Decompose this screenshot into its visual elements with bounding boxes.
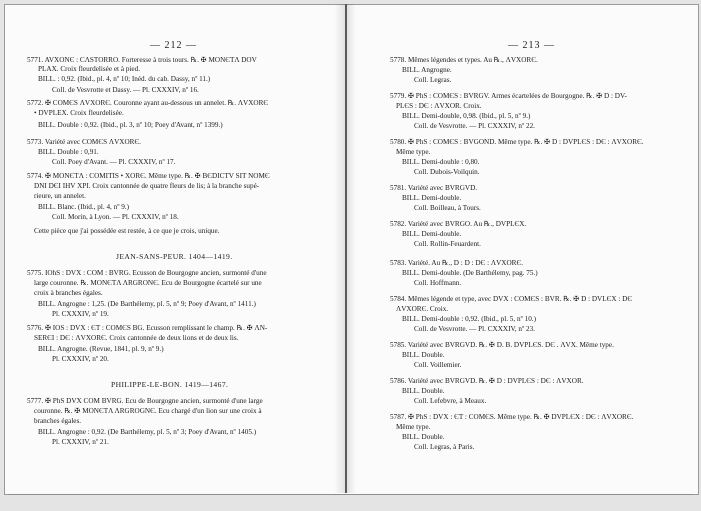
entry-5774-line: DNI DЄI IHV XPI. Croix cantonnée de quatre fleurs de lis; à la branche supé- (34, 182, 260, 190)
entry-5775-line: Pl. CXXXIV, nº 19. (52, 310, 109, 318)
entry-5771-line: BILL. : 0,92. (Ibid., pl. 4, nº 10; Inéd. du cab. Dassy, nº 11.) (38, 75, 211, 83)
entry-5780-line: Coll. Dubois-Voilquin. (414, 168, 480, 176)
left-page-number: — 212 — (150, 40, 197, 51)
entry-5782-line: Coll. Rollin-Feuardent. (414, 240, 481, 248)
entry-5774-line: BILL. Blanc. (Ibid., pl. 4, nº 9.) (38, 203, 130, 211)
entry-5787-line: Coll. Legras, à Paris. (414, 443, 475, 451)
entry-5777-line: 5777. ✠ PhS DVX COM BVRG. Ecu de Bourgogne ancien, surmonté d'une large (27, 397, 263, 405)
section-heading-jean-sans-peur: JEAN-SANS-PEUR. 1404—1419. (116, 252, 233, 261)
entry-5780-line: Même type. (396, 148, 431, 156)
entry-5778-line: Coll. Legras. (414, 76, 452, 84)
entry-5776-line: SERЄI : DЄ : ΛVXORЄ. Croix cantonnée de deux lions et de deux lis. (34, 334, 239, 342)
right-page-number: — 213 — (508, 40, 555, 51)
entry-5771-line: Coll. de Vesvrotte et Dassy. — Pl. CXXXIV, nº 16. (52, 86, 199, 94)
entry-5784-line: Coll. de Vesvrotte. — Pl. CXXXIV, nº 23. (414, 325, 535, 333)
entry-5780-line: BILL. Demi-double : 0,80. (402, 158, 480, 166)
entry-5785-line: BILL. Double. (402, 351, 445, 359)
entry-5775-line: 5775. IOhS : DVX : COM : BVRG. Ecusson de Bourgogne ancien, surmonté d'une (27, 269, 267, 277)
entry-5787-line: 5787. ✠ PhS : DVX : ЄT : COMЄS. Même type. ℞. ✠ DVPLЄX : DЄ : ΛVXORЄ. (390, 413, 634, 421)
entry-5776-line: Pl. CXXXIV, nº 20. (52, 355, 109, 363)
entry-5777-line: branches égales. (34, 417, 82, 425)
entry-5785-line: 5785. Variété avec BVRGVD. ℞. ✠ D. B. DVPLЄS. DЄ . ΛVX. Même type. (390, 341, 614, 349)
entry-5787-line: BILL. Double. (402, 433, 445, 441)
entry-5783-line: 5783. Variété. Au ℞., D : D : DЄ : ΛVXORЄ. (390, 259, 524, 267)
entry-5776-line: 5776. ✠ IOS : DVX : ЄT : COMЄS BG. Ecusson remplissant le champ. ℞. ✠ ΛN- (27, 324, 268, 332)
entry-5783-line: BILL. Demi-double. (De Barthélemy, pag. 75.) (402, 269, 538, 277)
entry-5778-line: BILL. Angrogne. (402, 66, 452, 74)
entry-5777-line: couronne. ℞. ✠ MONЄTΛ ΛRGROGNЄ. Ecu chargé d'un lion sur une croix à (34, 407, 262, 415)
entry-5785-line: Coll. Voillemier. (414, 361, 462, 369)
entry-5778-line: 5778. Mêmes légendes et types. Au ℞., ΛVXORЄ. (390, 56, 538, 64)
entry-5780-line: 5780. ✠ PhS : COMЄS : BVGOND. Même type. ℞. ✠ D : DVPLЄS : DЄ : ΛVXORЄ. (390, 138, 644, 146)
entry-5771-line: 5771. AVXONЄ : CΛSTORRO. Forteresse à trois tours. ℞. ✠ MONЄTΛ DOV (27, 56, 257, 64)
entry-5781-line: Coll. Boilleau, à Tours. (414, 204, 481, 212)
entry-5786-line: Coll. Lefebvre, à Meaux. (414, 397, 487, 405)
entry-5784-line: BILL. Demi-double : 0,92. (Ibid., pl. 5, nº 10.) (402, 315, 536, 323)
entry-5773-line: Coll. Poey d'Avant. — Pl. CXXXIV, nº 17. (52, 158, 176, 166)
entry-5784-line: 5784. Mêmes légende et type, avec DVX : COMЄS : BVR. ℞. ✠ D : DVLЄX : DЄ (390, 295, 633, 303)
entry-5781-line: BILL. Demi-double. (402, 194, 462, 202)
entry-5783-line: Coll. Hoffmann. (414, 279, 462, 287)
entry-5775-line: croix à branches égales. (34, 289, 103, 297)
entry-5786-line: BILL. Double. (402, 387, 445, 395)
entry-5779-line: Coll. de Vesvrotte. — Pl. CXXXIV, nº 22. (414, 122, 535, 130)
entry-5774-line: 5774. ✠ MONЄTΛ : COMITIS • XORЄ. Même type. ℞. ✠ BЄDICTV SIT NOMЄ (27, 172, 270, 180)
left-page-gutter-shadow (334, 4, 345, 493)
entry-5782-line: BILL. Demi-double. (402, 230, 462, 238)
scan-bottom-edge (8, 494, 693, 495)
entry-5772-line: • DVPLEX. Croix fleurdelisée. (34, 109, 124, 117)
entry-5773-line: 5773. Variété avec COMЄS ΛVXORЄ. (27, 138, 141, 146)
right-page-gutter-shadow (347, 4, 356, 493)
entry-5781-line: 5781. Variété avec BVRGVD. (390, 184, 478, 192)
entry-5782-line: 5782. Variété avec BVRGO. Au ℞., DVPLЄX. (390, 220, 527, 228)
entry-5777-line: Pl. CXXXIV, nº 21. (52, 438, 109, 446)
entry-5775-line: BILL. Angrogne : 1,25. (De Barthélemy, pl. 5, nº 9; Poey d'Avant, nº 1411.) (38, 300, 256, 308)
entry-5774-note: Cette pièce que j'ai possédée est restée, à ce que je crois, unique. (34, 227, 220, 235)
entry-5776-line: BILL. Angrogne. (Revue, 1841, pl. 9, nº 9.) (38, 345, 164, 353)
entry-5779-line: PLЄS : DЄ : ΛVXOR. Croix. (396, 102, 482, 110)
entry-5779-line: BILL. Demi-double, 0,98. (Ibid., pl. 5, nº 9.) (402, 112, 531, 120)
entry-5772-line: 5772. ✠ COMЄS ΛVXORЄ. Couronne ayant au-dessous un annelet. ℞. ΛVXORЄ (27, 99, 269, 107)
entry-5774-line: Coll. Morin, à Lyon. — Pl. CXXXIV, nº 18. (52, 213, 179, 221)
entry-5779-line: 5779. ✠ PhS : COMЄS : BVRGV. Armes écartelées de Bourgogne. ℞. ✠ D : DV- (390, 92, 627, 100)
entry-5786-line: 5786. Variété avec BVRGVD. ℞. ✠ D : DVPLЄS : DЄ : ΛVXOR. (390, 377, 584, 385)
entry-5774-line: rieure, un annelet. (34, 192, 86, 200)
entry-5771-line: PLAX. Croix fleurdelisée et à pied. (38, 65, 140, 73)
entry-5773-line: BILL. Double : 0,91. (38, 148, 99, 156)
entry-5772-line: BILL. Double : 0,92. (Ibid., pl. 3, nº 10; Poey d'Avant, nº 1399.) (38, 121, 223, 129)
entry-5775-line: large couronne. ℞. MONЄTΛ ΛRGRONЄ. Ecu de Bourgogne écartelé sur une (34, 279, 262, 287)
entry-5787-line: Même type. (396, 423, 431, 431)
section-heading-philippe-le-bon: PHILIPPE-LE-BON. 1419—1467. (111, 380, 229, 389)
entry-5777-line: BILL. Angrogne : 0,92. (De Barthélemy, pl. 5, nº 3; Poey d'Avant, nº 1405.) (38, 428, 257, 436)
entry-5784-line: ΛVXORЄ. Croix. (396, 305, 449, 313)
